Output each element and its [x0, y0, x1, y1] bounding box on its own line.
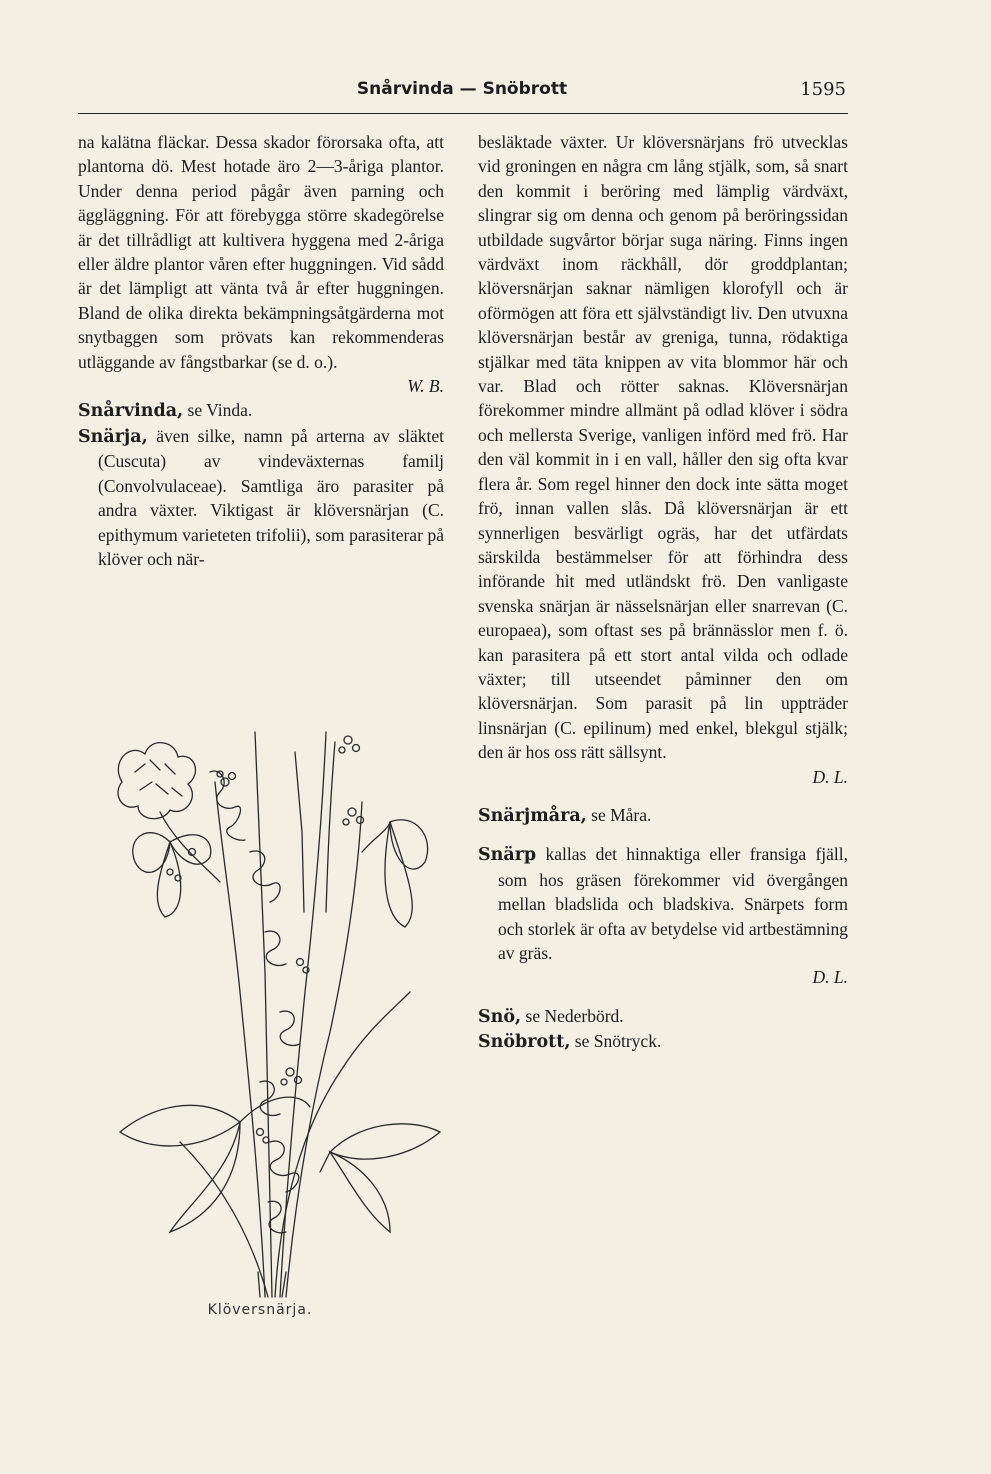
entry-snarja: [78, 424, 444, 571]
entry-text: se Nederbörd.: [521, 1005, 624, 1026]
header-rule: [78, 113, 848, 114]
entry-text: kallas det hinnaktiga eller fransiga fjäll, som hos gräsen förekommer vid övergången mellan bladslida och bladskiva. Snärpets form och storlek är ofta av betydelse vid artbestämning av gräs.: [498, 844, 848, 963]
running-title: Snårvinda — Snöbrott: [356, 79, 568, 99]
page-number: 1595: [800, 79, 846, 100]
entry-snarvinda: [78, 398, 444, 423]
entry-snarjmara: [478, 803, 848, 828]
page-header: [78, 76, 846, 106]
entry-snarp: [478, 842, 848, 989]
right-continuation-body: besläktade växter. Ur klöversnärjans frö utvecklas vid groningen en några cm lång stjälk, som, så snart den kommit i beröring med lämplig värdväxt, slingrar sig om denna och genom på beröringssidan utbildade sugvårtor börjar suga näring. Finns ingen värdväxt inom räckhåll, dör groddplantan; klöversnärjan saknar nämligen klorofyll och är oförmögen att föra ett självständigt liv. Den utvuxna klöversnärjan består av greniga, tunna, rödaktiga stjälkar med täta knippen av vita blommor här och var. Blad och rötter saknas. Klöversnärjan förekommer mindre allmänt på odlad klöver i södra och mellersta Sverige, vanligen införd med frö. Har den väl kommit in i en vall, håller den sig ofta kvar flera år. Som regel hinner den dock inte sätta moget frö, innan vallen slås. Då klöversnärjan är ett synnerligen besvärligt ogräs, har det utfärdats särskilda bestämmelser för att förhindra dess införande hit med utländskt frö. Den vanligaste svenska snärjan är nässelsnärjan eller snarrevan (C. europaea), som oftast ses på brännässlor men f. ö. kan parasitera på ett stort antal vilda och odlade växter; till utseendet påminner den om klöversnärjan. Som parasit på lin uppträder linsnärjan (C. epilinum) med enkel, blekgul stjälk; den är hos oss rätt sällsynt.: [478, 132, 848, 763]
right-column: [478, 130, 848, 1055]
entry-lemma: Snö,: [478, 1006, 522, 1027]
entry-text: även silke, namn på arterna av släktet (Cuscuta) av vindeväxternas familj (Convolvulaceae). Samtliga äro parasiter på andra växter. Viktigast är klöversnärjan (C. epithymum varieteten trifolii), som parasiterar på klöver och när-: [98, 425, 444, 569]
entry-text: se Snötryck.: [570, 1031, 662, 1052]
entry-spacer: [478, 828, 848, 842]
left-continuation-text: [78, 130, 444, 398]
entry-text: se Vinda.: [183, 400, 253, 421]
entry-lemma: Snärjmåra,: [478, 805, 587, 826]
left-continuation-body: na kalätna fläckar. Dessa skador förorsaka ofta, att plantorna dö. Mest hotade äro 2—3-åriga plantor. Under denna period pågår även parning och äggläggning. För att förebygga större skadegörelse är det tillrådligt att kultivera hyggena med 2-åriga eller äldre plantor våren efter huggningen. Vid sådd är det lämpligt att vänta två år efter huggningen. Bland de olika direkta bekämpningsåtgärderna mot snytbaggen som prövats kan rekommenderas utläggande av fångstbarkar (se d. o.).: [78, 132, 444, 372]
entry-lemma: Snärp: [478, 845, 537, 866]
entry-spacer: [478, 789, 848, 803]
clover-dodder-illustration: [90, 712, 450, 1302]
right-continuation-signature: D. L.: [812, 766, 848, 787]
entry-sno: [478, 1004, 848, 1029]
left-column: [78, 130, 444, 571]
right-continuation-text: [478, 130, 848, 789]
entry-spacer: [478, 990, 848, 1004]
entry-lemma: Snårvinda,: [78, 401, 184, 422]
entry-snobrott: [478, 1029, 848, 1054]
entry-signature: D. L.: [812, 967, 848, 988]
left-continuation-signature: W. B.: [407, 376, 444, 397]
figure-caption: Klöversnärja.: [207, 1302, 313, 1318]
entry-lemma: Snöbrott,: [478, 1032, 571, 1053]
entry-text: se Måra.: [586, 804, 652, 825]
entry-lemma: Snärja,: [78, 426, 148, 447]
